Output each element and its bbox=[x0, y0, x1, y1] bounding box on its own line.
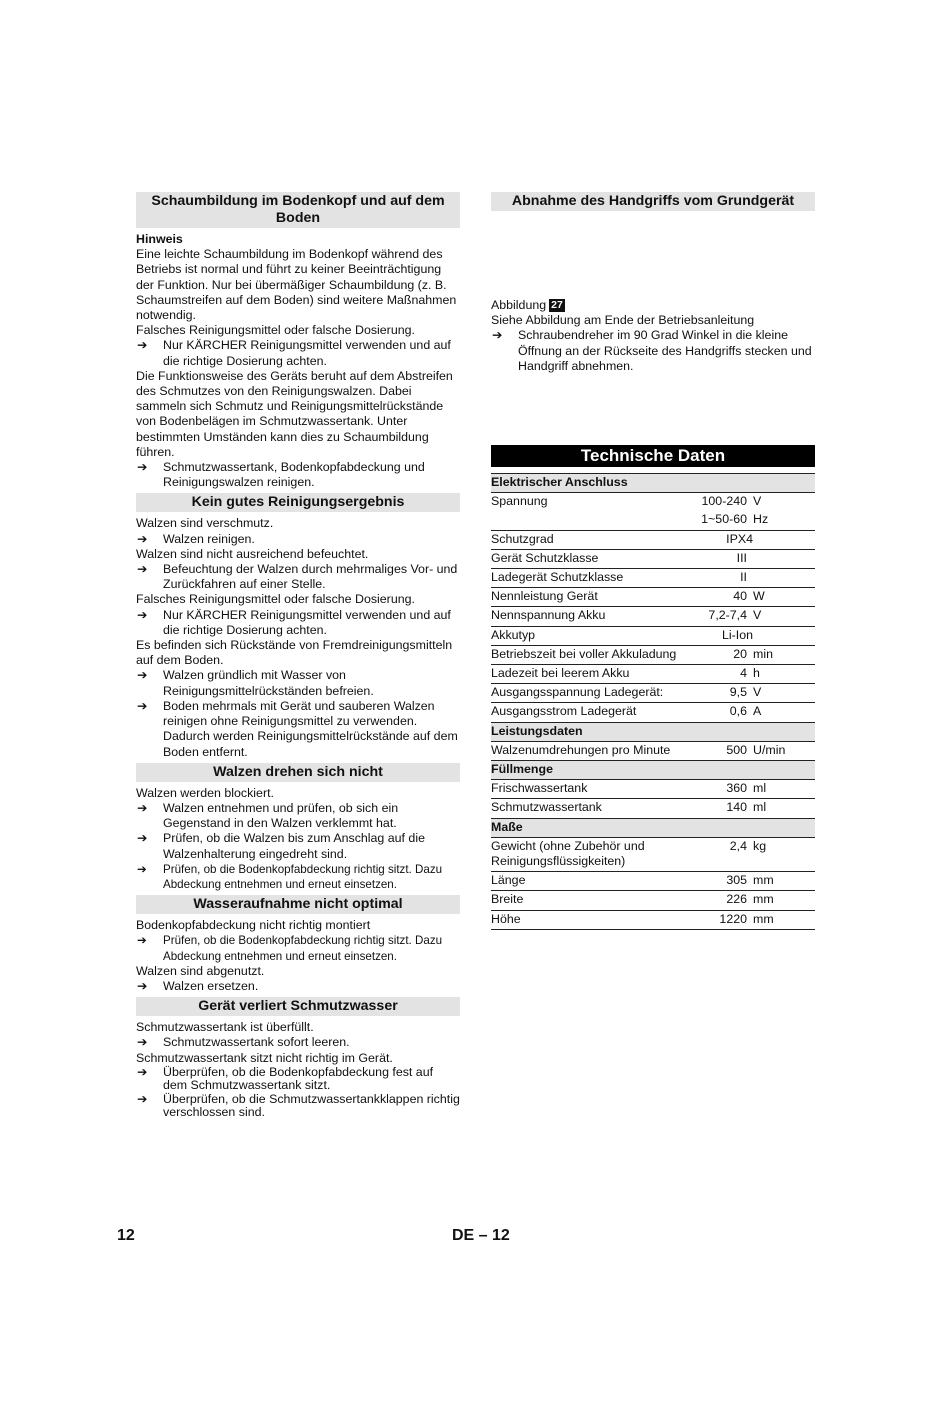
arrow-right-icon: ➔ bbox=[137, 862, 147, 876]
step-item: ➔ Befeuchtung der Walzen durch mehrmaliges Vor- und Zurückfahren auf einer Stelle. bbox=[137, 562, 458, 592]
section-heading-dirty-water: Gerät verliert Schmutzwasser bbox=[136, 997, 460, 1016]
step-item: ➔ Prüfen, ob die Bodenkopfabdeckung richtig sitzt. Dazu Abdeckung entnehmen und erneut einsetzen. bbox=[137, 862, 443, 891]
arrow-right-icon: ➔ bbox=[137, 1064, 148, 1079]
table-row: 1~50-60 Hz bbox=[491, 511, 815, 530]
cause-text: Falsches Reinigungsmittel oder falsche Dosierung. bbox=[136, 323, 415, 338]
step-item: ➔ Überprüfen, ob die Schmutzwassertankklappen richtig verschlossen sind. bbox=[137, 1091, 460, 1120]
cause-text: Walzen sind verschmutz. bbox=[136, 516, 274, 531]
table-section-row: Maße bbox=[491, 818, 815, 837]
step-item: ➔ Boden mehrmals mit Gerät und sauberen Walzen reinigen ohne Reinigungsmittel zu verwenden. Dadurch werden Reinigungsmittelrückstände auf dem Boden entfernt. bbox=[137, 698, 458, 759]
table-row: Betriebszeit bei voller Akkuladung 20 min bbox=[491, 645, 815, 664]
table-row: Schutzgrad IPX4 bbox=[491, 530, 815, 549]
step-item: ➔ Walzen gründlich mit Wasser von Reinigungsmittelrückständen befreien. bbox=[137, 668, 374, 698]
hint-text: Eine leichte Schaumbildung im Bodenkopf während des Betriebs ist normal und führt zu keiner Beeinträchtigung der Funktion. Nur bei übermäßiger Schaumbildung (z. B. Schaumstreifen auf dem Boden) sind weitere Maßnahmen notwendig. bbox=[136, 247, 457, 323]
arrow-right-icon: ➔ bbox=[492, 328, 503, 343]
see-figure-text: Siehe Abbildung am Ende der Betriebsanleitung bbox=[491, 313, 755, 328]
step-item: ➔ Walzen entnehmen und prüfen, ob sich ein Gegenstand in den Walzen verklemmt hat. bbox=[137, 800, 399, 831]
table-row: Walzenumdrehungen pro Minute 500 U/min bbox=[491, 741, 815, 760]
step-item: ➔ Walzen reinigen. bbox=[137, 531, 255, 546]
tech-data-table bbox=[491, 473, 815, 930]
hint-label: Hinweis bbox=[136, 232, 183, 246]
left-column bbox=[136, 192, 460, 1120]
table-row: Ladezeit bei leerem Akku 4 h bbox=[491, 665, 815, 684]
table-row: Frischwassertank 360 ml bbox=[491, 780, 815, 799]
arrow-right-icon: ➔ bbox=[137, 460, 148, 475]
cause-text: Bodenkopfabdeckung nicht richtig montiert bbox=[136, 918, 371, 933]
table-section-row: Elektrischer Anschluss bbox=[491, 474, 815, 493]
arrow-right-icon: ➔ bbox=[137, 1035, 148, 1050]
table-row: Nennleistung Gerät 40 W bbox=[491, 588, 815, 607]
page-number-language: DE – 12 bbox=[452, 1227, 510, 1244]
cause-text: Walzen werden blockiert. bbox=[136, 785, 274, 800]
table-row: Spannung 100-240 V bbox=[491, 494, 762, 509]
table-row: Breite 226 mm bbox=[491, 891, 815, 910]
arrow-right-icon: ➔ bbox=[137, 934, 147, 948]
step-item: ➔ Schmutzwassertank sofort leeren. bbox=[137, 1035, 350, 1050]
arrow-right-icon: ➔ bbox=[137, 338, 148, 353]
cause-text: Es befinden sich Rückstände von Fremdreinigungsmitteln auf dem Boden. bbox=[136, 638, 453, 668]
step-item: ➔ Überprüfen, ob die Bodenkopfabdeckung fest auf dem Schmutzwassertank sitzt. bbox=[137, 1064, 434, 1093]
table-row: Ausgangsstrom Ladegerät 0,6 A bbox=[491, 703, 815, 722]
table-row: Nennspannung Akku 7,2-7,4 V bbox=[491, 607, 815, 626]
cause-text: Die Funktionsweise des Geräts beruht auf dem Abstreifen des Schmutzes von den Reinigungswalzen. Dabei sammeln sich Schmutz und Reinigungsmittelrückstände von Bodenbelägen im Schmutzwassertank. Unter bestimmten Umständen kann dies zu Schaumbildung führen. bbox=[136, 368, 453, 459]
table-row: Akkutyp Li-Ion bbox=[491, 626, 815, 645]
table-row: Ausgangsspannung Ladegerät: 9,5 V bbox=[491, 684, 815, 703]
table-row: Gewicht (ohne Zubehör und Reinigungsflüssigkeiten) 2,4 kg bbox=[491, 837, 815, 871]
step-item: ➔ Schraubendreher im 90 Grad Winkel in die kleine Öffnung an der Rückseite des Handgriffs stecken und Handgriff abnehmen. bbox=[492, 328, 812, 373]
step-item: ➔ Nur KÄRCHER Reinigungsmittel verwenden und auf die richtige Dosierung achten. bbox=[137, 338, 451, 368]
arrow-right-icon: ➔ bbox=[137, 698, 148, 713]
right-column bbox=[491, 192, 815, 930]
table-section-row: Leistungsdaten bbox=[491, 722, 815, 741]
table-row: Höhe 1220 mm bbox=[491, 910, 815, 929]
arrow-right-icon: ➔ bbox=[137, 562, 148, 577]
cause-text: Falsches Reinigungsmittel oder falsche Dosierung. bbox=[136, 592, 415, 607]
figure-number-badge: 27 bbox=[551, 299, 563, 311]
step-item: ➔ Prüfen, ob die Bodenkopfabdeckung richtig sitzt. Dazu Abdeckung entnehmen und erneut einsetzen. bbox=[137, 934, 443, 963]
cause-text: Walzen sind nicht ausreichend befeuchtet. bbox=[136, 546, 369, 561]
section-heading-rollers: Walzen drehen sich nicht bbox=[136, 763, 460, 782]
step-item: ➔ Walzen ersetzen. bbox=[137, 978, 259, 993]
section-heading-handle: Abnahme des Handgriffs vom Grundgerät bbox=[491, 192, 815, 211]
cause-text: Walzen sind abgenutzt. bbox=[136, 963, 265, 978]
table-row: Gerät Schutzklasse III bbox=[491, 549, 815, 568]
table-row: Schmutzwassertank 140 ml bbox=[491, 799, 815, 818]
tech-data-title: Technische Daten bbox=[491, 445, 815, 467]
arrow-right-icon: ➔ bbox=[137, 668, 148, 683]
arrow-right-icon: ➔ bbox=[137, 607, 148, 622]
section-heading-foam: Schaumbildung im Bodenkopf und auf dem Boden bbox=[136, 192, 460, 228]
table-section-row: Füllmenge bbox=[491, 761, 815, 780]
arrow-right-icon: ➔ bbox=[137, 531, 148, 546]
arrow-right-icon: ➔ bbox=[137, 831, 148, 846]
arrow-right-icon: ➔ bbox=[137, 1091, 148, 1106]
table-row: Ladegerät Schutzklasse II bbox=[491, 569, 815, 588]
step-item: ➔ Schmutzwassertank, Bodenkopfabdeckung und Reinigungswalzen reinigen. bbox=[137, 460, 425, 490]
section-heading-cleaning-result: Kein gutes Reinigungsergebnis bbox=[136, 493, 460, 512]
page-number: 12 bbox=[117, 1227, 135, 1244]
figure-reference: Abbildung 27 bbox=[491, 298, 563, 312]
table-row: Länge 305 mm bbox=[491, 872, 815, 891]
arrow-right-icon: ➔ bbox=[137, 978, 148, 993]
cause-text: Schmutzwassertank ist überfüllt. bbox=[136, 1020, 314, 1035]
arrow-right-icon: ➔ bbox=[137, 800, 148, 815]
step-item: ➔ Prüfen, ob die Walzen bis zum Anschlag auf die Walzenhalterung eingedreht sind. bbox=[137, 831, 425, 861]
cause-text: Schmutzwassertank sitzt nicht richtig im Gerät. bbox=[136, 1050, 393, 1065]
section-heading-water-intake: Wasseraufnahme nicht optimal bbox=[136, 895, 460, 914]
step-item: ➔ Nur KÄRCHER Reinigungsmittel verwenden und auf die richtige Dosierung achten. bbox=[137, 607, 451, 637]
